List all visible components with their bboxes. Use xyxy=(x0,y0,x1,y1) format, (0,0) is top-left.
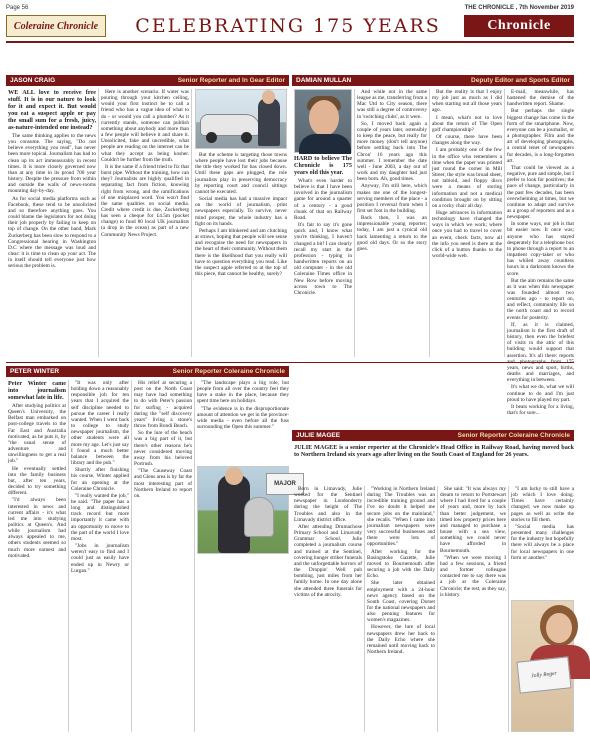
masthead-rule xyxy=(6,41,574,43)
jason-col-1: WE ALL love to receive free stuff. It is in our nature to look for it and expect it. But would you eat a suspect apple or pay the small sum for a fresh, juicy, as-nature-intended one instead? The same thinking applies to the news you consume. The saying, "Do not believe everything you read", has never been more topical. Journalism has had to clean up its act immeasurably in recent times. It is more closely governed now than at any time in its proud 700 year history. Despite the pressure from within and outside the walls of news-rooms mounting day-by-day. As for social media platforms such as Facebook, these tend to be unsolicited and so therefore anything goes. You could blame the legislators for not doing their job properly by failing to keep on top of change. On the other hand, Mark Zuckerberg has been slow to respond to a Congressional hearing in Washington D.C where the message was loud and clear: it is time to clean up your act. The in itself should tell everyone just how serious the problem is. xyxy=(8,89,97,270)
author-name: JULIE MAGEE xyxy=(296,432,341,439)
julie-col-1: Born in Limavady, Julie worked for the Sentinel newspaper in Londonderry during the height of The Troubles and also in the Limavady district office. After attending Drumachose Primary School and Limavady Grammar School, Julie completed a journalism course and trained at the Sentinel, covering hunger striker funerals and the unforgettable horrors of the Droppin' Well pub bombing, just miles from her family home. In one day alone she attended three funerals for victims of the atrocity. xyxy=(294,486,362,598)
article-lead: HARD to believe The Chronicle is 175 years old this year. xyxy=(294,155,352,176)
section-divider xyxy=(6,362,574,363)
column-rule xyxy=(429,89,430,357)
julie-col-2: "Working in Northern Ireland during The Troubles was an incredible training ground and I've no doubt it helped me secure jobs on the mainland," she recalls. "When I came into journalism newspapers were very successful businesses and there were lots of opportunities." After working for the Basingstoke Gazette, Julie moved to Bournemouth after securing a job with the Daily Echo. She later obtained employment with a 24-hour news agency based on the South Coast, covering Dorset for the national newspapers and also penning features for women's magazines. However, the lure of local newspapers drew her back to the Daily Echo where she remained until moving back to Northern Ireland. xyxy=(367,486,435,656)
chronicle-logo: Coleraine Chronicle xyxy=(6,15,106,37)
page-title: CELEBRATING 175 YEARS xyxy=(135,15,441,37)
jason-craig-header xyxy=(6,75,289,86)
peter-col-1: Peter Winter came into journalism somewhat late in life. After studying politics at Queen's University, the Belfast man embarked on post-college travels to the Far East and Australia motivated, as he puts it, by "the usual sense of adventure and unwillingness to get a real job." He eventually settled into the family business but, after ten years, decided to try something different. "I'd always been interested in news and current affairs - it's what led me into studying politics at Queen's. And while journalism had always appealed to me, others students seemed so much more earnest and motivated. xyxy=(8,380,66,559)
column-rule xyxy=(437,486,438,732)
damian-mullan-header xyxy=(292,75,574,86)
author-name: JASON CRAIG xyxy=(10,77,56,84)
page-number: Page 56 xyxy=(6,4,29,11)
author-role: Deputy Editor and Sports Editor xyxy=(471,77,570,84)
column-rule xyxy=(194,380,195,732)
author-role: Senior Reporter Coleraine Chronicle xyxy=(457,432,570,439)
article-lead: JULIE MAGEE is a senior reporter at the Chronicle's Head Office in Railway Road, having moved back to Northern Ireland six years ago after living on the South Coast of England for 26 years. xyxy=(294,444,574,458)
peter-col-3: His relief at securing a post on the North Coast may have had something to do with Peter's passion for surfing - acquired during the "self discovery years" living a stone's throw from Bondi Beach. So the lure of the beach was a big part of it, but there's other reasons he's never considered moving away from his beloved Portrush. "The Causeway Coast and Glens area is by far the most interesting part of Northern Ireland to report on. xyxy=(134,380,192,499)
julie-col-3: She said: "It was always my dream to return to Portstewart where I had lived for a couple of years and, more by luck than better judgement, we timed low property prices here and managed to purchase a house with a sea view, something we could never have afforded in Bournemouth. "When we were moving I had a few sessions, a friend and former colleague contacted me to say there was a job at the Coleraine Chronicle; the rest, as they say, is history. xyxy=(440,486,506,598)
damian-col-2: And while not in the same league as me, transferring from a Mac Utd to City season, there was still a degree of controversy in 'switching clubs', as it were. So, I moved back again a couple of years later, ostensibly to keep the peace, but really for more money (don't tell anyone) before settling back into The Chron' 16 years ago this summer. I remember the date well - June 2003, a day out of work and my daughter had just been born. Ah, good times. Anyway, I'm still here, which makes me one of the longest-serving members of the place - a position I reversal from when I first set foot in the building. Back then, I was an impressionable young reporter; today, I am just a cynical old hack lamenting a return to the good old days. Or so the story goes. xyxy=(357,89,428,252)
column-rule xyxy=(131,380,132,732)
column-rule xyxy=(68,380,69,732)
author-name: PETER WINTER xyxy=(10,368,60,375)
jason-col-2: Here is another scenario. If water was pouring through your kitchen ceiling, would your first instinct be to call a friend who has a vague idea of what to do - or would you call a plumber? As it currently stands, someone can publish something about anybody and more than a few people will believe it and share it. Unsolicited, fake and uncredible, what people are reading on the internet can be what they accept as being kosher. Couldn't be further from the truth. It is the same if a friend tried to fix that burst pipe. Without the training, how can they? Journalists are highly qualified in separating fact from fiction, knowing right from wrong, and the ramifications of one misplaced word. You won't find the same qualities on social media. Credit where credit is due, Zuckerberg has seen a cheque for £4.5m (pocket change) to fund 80 local UK journalists (a drop in the ocean) as part of a new Community News Project. xyxy=(101,89,189,238)
column-rule xyxy=(504,89,505,357)
jason-photo xyxy=(195,89,287,149)
julie-lead-block xyxy=(294,444,574,484)
column-rule xyxy=(191,89,192,357)
author-name: DAMIAN MULLAN xyxy=(296,77,352,84)
article-lead: Peter Winter came into journalism somewhat late in life. xyxy=(8,380,66,401)
brand-badge: Chronicle xyxy=(464,15,574,37)
column-rule xyxy=(508,486,509,732)
photo-newspaper: Jolly Roger xyxy=(516,656,571,693)
author-role: Senior Reporter and In Gear Editor xyxy=(177,77,285,84)
julie-photo xyxy=(511,600,574,732)
running-header xyxy=(6,3,574,12)
julie-magee-header xyxy=(292,430,574,441)
author-role: Senior Reporter Coleraine Chronicle xyxy=(172,368,285,375)
peter-photo xyxy=(197,466,296,554)
damian-col-4: E-mail, meanwhile, has hastened the demise of the handwritten report. Shame. But perhaps the single biggest change has come in the form of the smartphone. Now, everyone can be a journalist, or a photographer. Film and the art of developing photographs, a central tenet of newspapers for decades, is a long-forgotten art. That could be viewed as a negative, pure and simple, but I prefer to look for positives; the pace of change, particularly in the past few decades, has been overwhelming at times, but we continue to adapt and survive as a group of reporters and as a newspaper. In some ways, our job is that bit easier now. It once was; anyone who has stayed desperately for a telephone box to phone through a report to an impatient copy-taker or who has whiled away countless hours in a darkroom knows the score. But the aim remains the same as it was when this newspaper was founded almost two centuries ago - to report on, and reflect, community life on the north coast and to record events for posterity. If, as it is claimed, journalism is the first draft of history, then even the briefest of visits to the attic of this building would support that assertion. It's all there: reports years, news and sport, births, deaths and marriages, and everything in between. It's what we do, what we will continue to do and I'm just proud to have played my part. It beats working for a living, that's for sure... xyxy=(507,89,574,416)
damian-col-1: HARD to believe The Chronicle is 175 years old this year. What's even harder to believe is that I have been involved in the journalism game for around a quarter of a century - a good chunk of that on Railway Road. It's fair to say it's gone quick and, I know what you're thinking, I haven't changed a bit! I can clearly recall my start in the profession - typing in handwritten reports on an old computer - in the old Coleraine Times office in New Row before moving across town to The Chronicle. xyxy=(294,155,352,296)
damian-photo xyxy=(294,89,352,153)
peter-col-4: "The landscape plays a big role, but people from all over the country feel they have a stake in the place, because they spent time here on holidays. "The evidence is in the disproportionate amount of attention we get in the province-wide media - even before all the fuss surrounding the Open this summer." xyxy=(197,380,289,431)
damian-col-3: But the reality is that I enjoy my job just as much as I did when starting out all those years ago. I mean, what's not to love about the return of The Open golf championship? Of course, there have been changes along the way. I am probably one of the few in the office who remembers a time when the paper was printed just round the corner in Mill Street, the style was broad sheet, not tabloid, and floppy discs were a means of storing information and not a medical condition brought on by sitting on a rocky chair all day. Huge advances in information technology have changed the ways in which we work; where once you had to travel to cover an event, check facts, now all the info you need is there at the click of a button thanks to the world-wide web. xyxy=(432,89,502,260)
photo-sign: MAJOR xyxy=(266,473,304,495)
column-rule xyxy=(354,89,355,357)
article-lead: WE ALL love to receive free stuff. It is in our nature to look for it and expect it. But would you eat a suspect apple or pay the small sum for a fresh, juicy, as-nature-intended one instead? xyxy=(8,89,96,131)
peter-col-2: "It was only after holding down a reasonably responsible job for ten years that I acquired the self discipline needed to pursue the career I really wanted. When I went back to college to study newspaper journalism, the other students were all more my age. Let's just say I found a much better balance between the library and the pub." Shortly after finishing his course, Winter applied for an opening at the Coleraine Chronicle. "I really wanted the job," he said. "The paper has a long and distinguished track record but more importantly it came with an opportunity to move to the part of the world I love most. "Jobs in journalism weren't easy to find and I could just as easily have ended up in Newry or Lurgan." xyxy=(71,380,129,574)
peter-winter-header xyxy=(6,366,289,377)
julie-col-4: "I am lucky to still have a job which I love doing. Times have certainly changed; we now make up pages as well as write the stories to fill them. "Social media has presented many challenges for the industry but hopefully there will always be a place for local newspapers in one form or another." xyxy=(511,486,574,561)
masthead xyxy=(6,13,574,39)
jason-col-3: But the scheme is targeting those towns where people have lost their jobs because the title they worked for has closed down. Until these gaps are plugged, the role journalists play in preserving democracy by reporting court and council sittings cannot be executed. Social media has had a massive impact on the world of journalism, print newspapers especially. To survive, never mind prosper, the whole industry has a fight on its hands. Perhaps I am blinkered and am clutching at straws, hoping that people will see sense and recognise the need for newspapers in the heart of their community. Without them there is the likelihood that you really will have to question everything you read. Like the suspect apple referred to at the top of this piece, that cannot be healthy, surely? xyxy=(195,152,287,277)
column-rule xyxy=(364,486,365,732)
column-rule xyxy=(98,89,99,357)
issue-date: THE CHRONICLE , 7th November 2019 xyxy=(464,4,574,11)
